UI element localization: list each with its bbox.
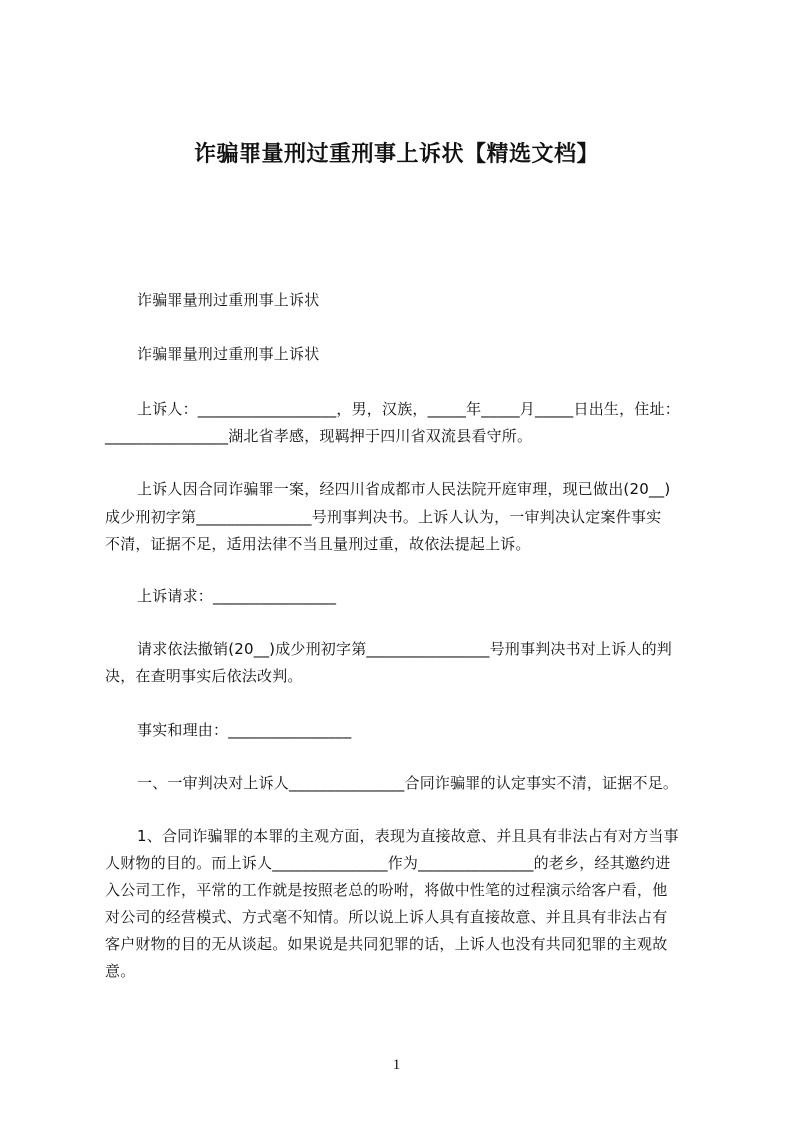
appellant-info-line-1: 上诉人：__________________，男，汉族，_____年_____月_____日出生，住址： [137, 400, 680, 418]
heading-line: 诈骗罪量刑过重刑事上诉状 [137, 345, 320, 363]
case-paragraph-line-1: 上诉人因合同诈骗罪一案，经四川省成都市人民法院开庭审理，现已做出(20__) [137, 480, 671, 498]
subtitle-line: 诈骗罪量刑过重刑事上诉状 [137, 291, 320, 309]
point-one-line-6: 意。 [105, 962, 136, 980]
request-paragraph-line-2: 决，在查明事实后依法改判。 [105, 667, 303, 685]
facts-reasons-heading: 事实和理由：________________ [137, 721, 352, 739]
appeal-request-heading: 上诉请求：________________ [137, 587, 337, 605]
point-one-line-4: 对公司的经营模式、方式毫不知情。所以说上诉人具有直接故意、并且具有非法占有 [105, 908, 668, 926]
point-one-line-3: 入公司工作，平常的工作就是按照老总的吩咐，将做中性笔的过程演示给客户看，他 [105, 881, 668, 899]
point-one-line-5: 客户财物的目的无从谈起。如果说是共同犯罪的话，上诉人也没有共同犯罪的主观故 [105, 935, 668, 953]
case-paragraph-line-2: 成少刑初字第_______________号刑事判决书。上诉人认为，一审判决认定案件事实 [105, 508, 662, 526]
request-paragraph-line-1: 请求依法撤销(20__)成少刑初字第________________号刑事判决书对上诉人的判 [137, 640, 672, 658]
point-one-line-1: 1、合同诈骗罪的本罪的主观方面，表现为直接故意、并且具有非法占有对方当事 [137, 827, 679, 845]
point-one-line-2: 人财物的目的。而上诉人_______________作为_______________的老乡，经其邀约进 [105, 854, 671, 872]
page-number: 1 [392, 1057, 401, 1073]
case-paragraph-line-3: 不清，证据不足，适用法律不当且量刑过重，故依法提起上诉。 [105, 535, 531, 553]
document-title: 诈骗罪量刑过重刑事上诉状【精选文档】 [193, 142, 599, 167]
reason-one-line: 一、一审判决对上诉人_______________合同诈骗罪的认定事实不清，证据不足。 [137, 774, 679, 792]
appellant-info-line-2: ________________湖北省孝感，现羁押于四川省双流县看守所。 [105, 427, 533, 445]
